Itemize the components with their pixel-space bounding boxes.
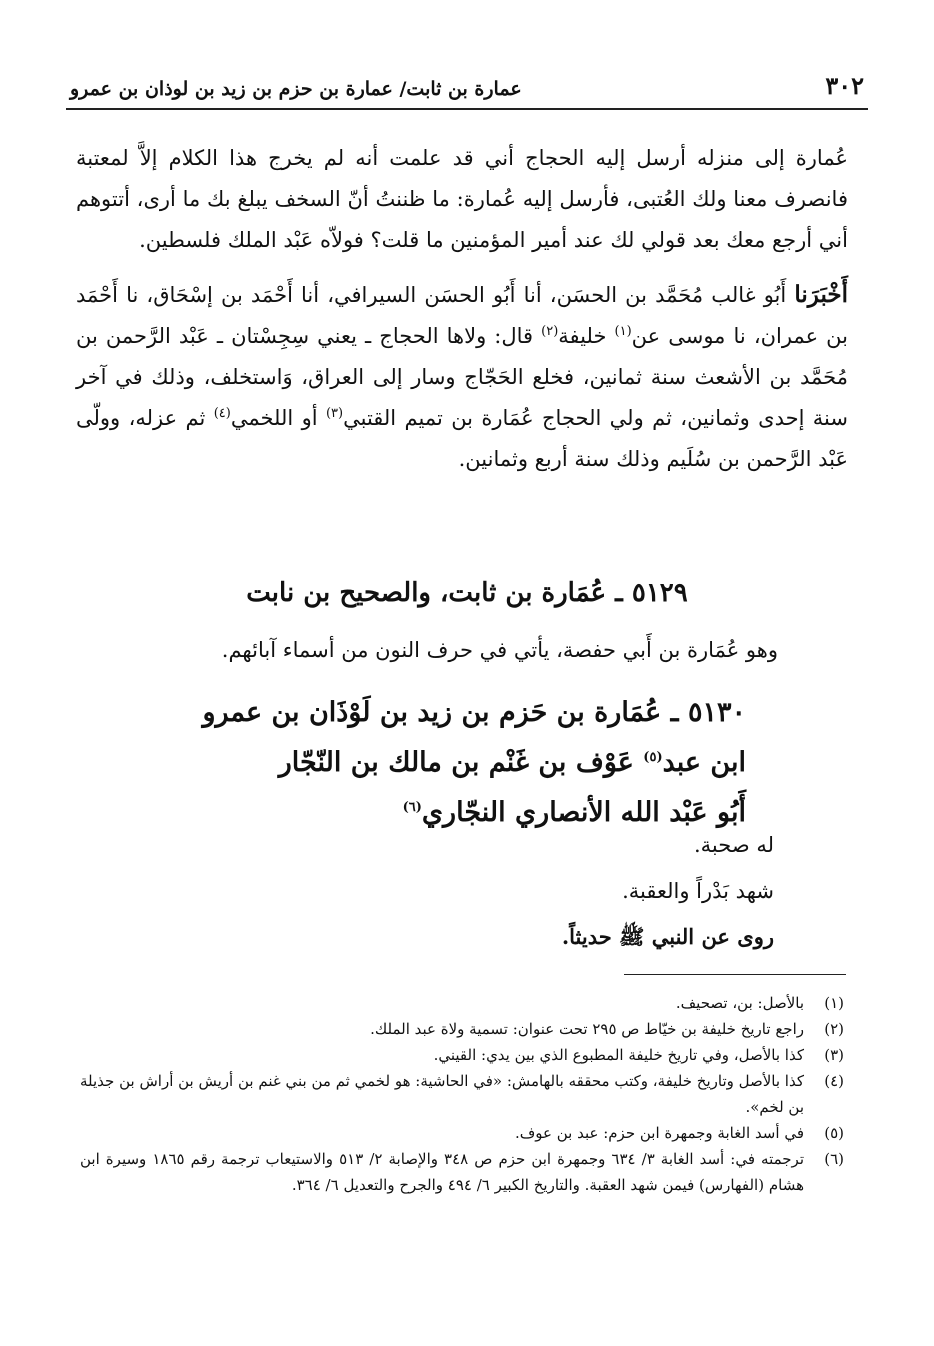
footnote	[80, 1120, 844, 1146]
paragraph-isnad	[76, 274, 848, 480]
entry-5130-text: أَبُو عَبْد الله الأنصاري النجّاري	[421, 797, 746, 828]
page-header	[70, 60, 864, 100]
footnote	[80, 1016, 844, 1042]
bio-line: له صحبة.	[694, 833, 774, 857]
footnote	[80, 990, 844, 1016]
paragraph-text: أو اللخمي	[230, 406, 326, 430]
footnote-ref-5[interactable]: (٥)	[643, 750, 663, 765]
footnote-text: ترجمته في: أسد الغابة ٣/ ٦٣٤ وجمهرة ابن حزم ص ٣٤٨ والإصابة ٢/ ٥١٣ والاستيعاب ترجمة رقم ١٨٦٥ وسيرة ابن هشام (الفهارس) فيمن شهد العقبة. والتاريخ الكبير ٦/ ٤٩٤ والجرح والتعديل ٦/ ٣٦٤.	[80, 1150, 805, 1194]
entry-5130-text: عَوْف بن غَنْم بن مالك بن النّجّار	[278, 747, 644, 778]
footnote-marker: (٢)	[824, 1020, 844, 1038]
paragraph-continuation: عُمارة إلى منزله أرسل إليه الحجاج أني قد علمت أنه لم يخرج هذا الكلام إلاَّ لمعتبة فانصرف معنا ولك العُتبى، فأرسل إليه عُمارة: ما ظننتُ أنّ السخف يبلغ بك ما أرى، أتتوهم أني أرجع معك بعد قولي لك عند أمير المؤمنين ما قلت؟ فولاّه عَبْد الملك فلسطين.	[76, 146, 848, 252]
footnote-ref-4[interactable]: (٤)	[213, 406, 231, 421]
page-number: ٣٠٢	[825, 71, 864, 100]
entry-5130-text: ابن عبد	[662, 747, 746, 778]
footnote-ref-2[interactable]: (٢)	[541, 324, 559, 339]
footnote-marker: (١)	[824, 994, 844, 1012]
footnote	[80, 1042, 844, 1068]
footnote-text: بالأصل: بن، تصحيف.	[675, 994, 804, 1012]
footnote-text: راجع تاريخ خليفة بن خيّاط ص ٢٩٥ تحت عنوان: تسمية ولاة عبد الملك.	[370, 1020, 804, 1038]
bio-line: شهد بَدْراً والعقبة.	[622, 879, 774, 903]
entry-5130-bio	[160, 822, 774, 960]
paragraph-text: قال: ولاها الحجاج ـ يعني سِجِسْتان ـ عَبْد الرَّحمن بن مُحَمَّد بن الأشعث سنة ثمانين، فخلع الحَجّاج وسار إلى العراق، وَاستخلف، وذلك في آخر سنة إحدى وثمانين، ثم ولي الحجاج عُمَارة بن تميم القتبي	[76, 324, 848, 430]
footnote-ref-1[interactable]: (١)	[614, 324, 632, 339]
footnote-rule	[624, 974, 846, 975]
entry-5130-line-2	[160, 738, 746, 788]
paragraph-text: ثم عزله، وولّى عَبْد الرَّحمن بن سُلَيم وذلك سنة أربع وثمانين.	[76, 406, 848, 471]
footnote	[80, 1146, 844, 1198]
main-text	[76, 138, 848, 480]
footnote-text: كذا بالأصل وتاريخ خليفة، وكتب محققه بالهامش: «في الحاشية: هو لخمي ثم من بني غنم بن أريش بن أراش بن جذيلة بن لخم».	[80, 1072, 804, 1116]
footnotes	[80, 990, 844, 1198]
footnote-marker: (٦)	[824, 1150, 844, 1168]
entry-5129-note: وهو عُمَارة بن أَبي حفصة، يأتي في حرف النون من أسماء آبائهم.	[221, 638, 778, 662]
footnote-ref-6[interactable]: (٦)	[402, 800, 422, 815]
running-title: عمارة بن ثابت/ عمارة بن حزم بن زيد بن لوذان بن عمرو	[70, 78, 522, 100]
paragraph-text: خليفة	[558, 324, 615, 348]
bio-line: روى عن النبي ﷺ حديثاً.	[561, 924, 774, 949]
header-rule	[66, 108, 868, 110]
footnote-marker: (٥)	[824, 1124, 844, 1142]
footnote-text: في أسد الغابة وجمهرة ابن حزم: عبد بن عوف.	[514, 1124, 804, 1142]
footnote-text: كذا بالأصل، وفي تاريخ خليفة المطبوع الذي بين يدي: القيني.	[433, 1046, 804, 1064]
isnad-lead: أَخْبَرَنا	[794, 281, 848, 308]
entry-5130-heading	[160, 688, 746, 838]
footnote	[80, 1068, 844, 1120]
paragraph-text: أَبُو غالب مُحَمَّد بن الحسَن، أنا أَبُو الحسَن السيرافي، أنا أَحْمَد بن إسْحَاق، نا أَحْمَد بن عمران، نا موسى عن	[76, 283, 849, 348]
entry-5129-title: ٥١٢٩ ـ عُمَارة بن ثابت، والصحيح بن نابت	[246, 578, 688, 608]
footnote-marker: (٣)	[824, 1046, 844, 1064]
footnote-ref-3[interactable]: (٣)	[325, 406, 344, 421]
footnote-marker: (٤)	[824, 1072, 844, 1090]
entry-5130-line-1: ٥١٣٠ ـ عُمَارة بن حَزم بن زيد بن لَوْذَان بن عمرو	[202, 697, 746, 728]
